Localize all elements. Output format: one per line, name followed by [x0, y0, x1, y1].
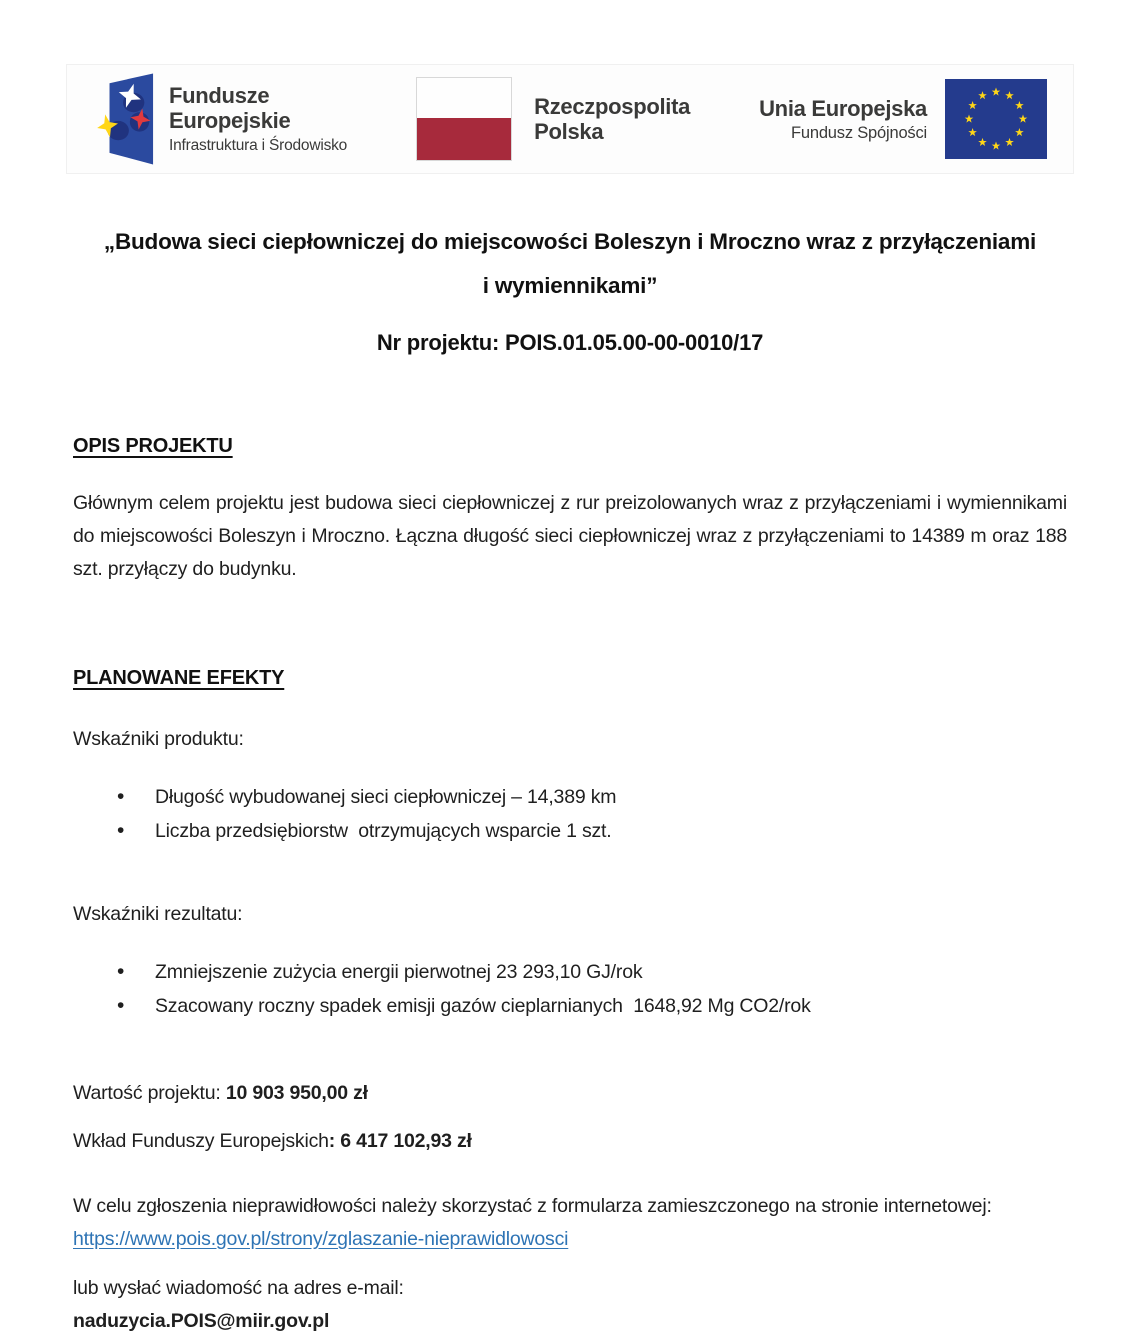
section-heading-efekty: PLANOWANE EFEKTY	[73, 667, 285, 689]
header-logos	[66, 64, 1074, 174]
fe-logo-subtitle: Infrastruktura i Środowisko	[169, 137, 348, 154]
email-address: naduzycia.POIS@miir.gov.pl	[73, 1310, 330, 1332]
report-link[interactable]: https://www.pois.gov.pl/strony/zglaszanie-nieprawidlowosci	[73, 1228, 569, 1250]
eu-contribution-label: Wkład Funduszy Europejskich	[73, 1130, 329, 1152]
ue-logo-title: Unia Europejska	[759, 95, 927, 121]
opis-body: Głównym celem projektu jest budowa sieci ciepłowniczej z rur preizolowanych wraz z przyłączeniami i wymiennikami do miejscowości Boleszyn i Mroczno. Łączna długość sieci ciepłowniczej wraz z przyłączeniami to 14389 m oraz 188 szt. przyłączy do budynku.	[73, 492, 1067, 580]
rp-logo-title-line2: Polska	[534, 119, 604, 144]
list-wskazniki-rezultatu	[73, 955, 1067, 1023]
project-value-amount: 10 903 950,00 zł	[225, 1082, 368, 1104]
list-item: • Długość wybudowanej sieci ciepłowniczej – 14,389 km	[73, 780, 1067, 814]
document-page	[0, 64, 1140, 1344]
project-title	[60, 220, 1080, 308]
label-wskazniki-produktu: Wskaźniki produktu:	[73, 728, 244, 750]
project-title-line1: „Budowa sieci ciepłowniczej do miejscowości Boleszyn i Mroczno wraz z przyłączeniami	[103, 229, 1037, 254]
logo-rzeczpospolita-polska	[416, 77, 690, 161]
fe-logo-title-line1: Fundusze	[169, 83, 270, 108]
email-label: lub wysłać wiadomość na adres e-mail:	[73, 1277, 404, 1299]
list-item: • Zmniejszenie zużycia energii pierwotnej 23 293,10 GJ/rok	[73, 955, 1067, 989]
list-wskazniki-produktu	[73, 780, 1067, 848]
list-item: • Liczba przedsiębiorstw otrzymujących wsparcie 1 szt.	[73, 814, 1067, 848]
project-value-line	[73, 1077, 1067, 1110]
section-heading-opis: OPIS PROJEKTU	[73, 435, 233, 457]
rp-logo-title-line1: Rzeczpospolita	[534, 94, 691, 119]
report-intro: W celu zgłoszenia nieprawidłowości należy skorzystać z formularza zamieszczonego na stronie internetowej:	[73, 1195, 992, 1217]
eu-contribution-amount: : 6 417 102,93 zł	[328, 1130, 472, 1152]
ue-logo-subtitle: Fundusz Spójności	[790, 123, 927, 142]
list-item: • Szacowany roczny spadek emisji gazów cieplarnianych 1648,92 Mg CO2/rok	[73, 989, 1067, 1023]
eu-flag-icon	[945, 79, 1047, 159]
eu-contribution-line	[73, 1125, 1067, 1158]
project-title-line2: i wymiennikami”	[482, 273, 658, 298]
poland-flag-icon	[416, 77, 512, 161]
project-number: Nr projektu: POIS.01.05.00-00-0010/17	[376, 330, 764, 355]
logo-unia-europejska	[759, 79, 1047, 159]
fe-logo-title-line2: Europejskie	[169, 108, 291, 133]
logo-fundusze-europejskie	[95, 69, 347, 169]
report-link-line	[73, 1223, 1067, 1256]
eu-funds-flag-icon	[95, 69, 155, 169]
document-body	[73, 430, 1067, 1338]
label-wskazniki-rezultatu: Wskaźniki rezultatu:	[73, 903, 243, 925]
project-value-label: Wartość projektu:	[73, 1082, 226, 1104]
